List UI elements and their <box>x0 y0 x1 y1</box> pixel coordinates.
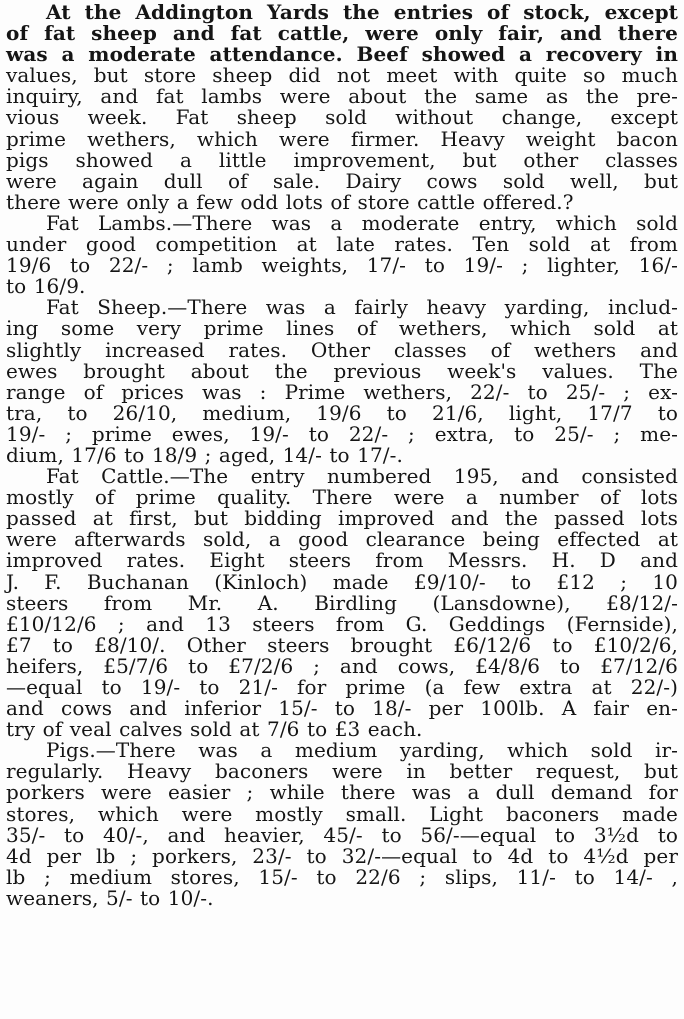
article-line: £7 to £8/10/. Other steers brought £6/12/6 to £10/2/6, <box>6 632 678 657</box>
article-line: pigs showed a little improvement, but other classes <box>6 147 678 172</box>
article-line: prime wethers, which were firmer. Heavy weight bacon <box>6 126 678 151</box>
article-line: —equal to 19/- to 21/- for prime (a few extra at 22/-) <box>6 675 678 699</box>
paragraph-fat-lambs <box>6 210 678 299</box>
paragraph-general <box>6 2 678 213</box>
article-line: 19/- ; prime ewes, 19/- to 22/- ; extra, to 25/- ; me- <box>6 421 678 446</box>
article-line: steers from Mr. A. Birdling (Lansdowne), £8/12/- <box>6 590 678 615</box>
article-line: mostly of prime quality. There were a number of lots <box>6 485 678 510</box>
article-line: values, but store sheep did not meet with quite so much <box>6 63 678 88</box>
article-line: regularly. Heavy baconers were in better request, but <box>6 759 678 784</box>
paragraph-fat-cattle <box>6 466 678 740</box>
article-line: lb ; medium stores, 15/- to 22/6 ; slips, 11/- to 14/- , <box>6 864 678 889</box>
article-line: At the Addington Yards the entries of stock, except <box>46 0 678 24</box>
article-line: was a moderate attendance. Beef showed a recovery in <box>6 42 678 67</box>
article-line: Fat Sheep.—There was a fairly heavy yarding, includ- <box>46 295 678 320</box>
article-line: of fat sheep and fat cattle, were only fair, and there <box>6 21 678 46</box>
article-line: to 16/9. <box>6 274 86 299</box>
paragraph-pigs <box>6 740 678 909</box>
article-line: weaners, 5/- to 10/-. <box>6 885 214 910</box>
article-line: Pigs.—There was a medium yarding, which sold ir- <box>46 738 678 763</box>
article-line: stores, which were mostly small. Light baconers made <box>6 801 678 826</box>
article-line: and cows and inferior 15/- to 18/- per 100lb. A fair en- <box>6 696 678 721</box>
article-line: were afterwards sold, a good clearance being effected at <box>6 527 678 552</box>
article-line: range of prices was : Prime wethers, 22/- to 25/- ; ex- <box>6 379 678 404</box>
article-line: try of veal calves sold at 7/6 to £3 each. <box>6 717 423 742</box>
article-line: Fat Lambs.—There was a moderate entry, which sold <box>46 210 678 235</box>
article-line: ing some very prime lines of wethers, which sold at <box>6 316 678 341</box>
article-line: were again dull of sale. Dairy cows sold well, but <box>6 168 678 193</box>
article-line: under good competition at late rates. Ten sold at from <box>6 232 678 257</box>
article-line: dium, 17/6 to 18/9 ; aged, 14/- to 17/-. <box>6 442 403 467</box>
article-line: passed at first, but bidding improved and the passed lots <box>6 506 678 531</box>
article-line: 19/6 to 22/- ; lamb weights, 17/- to 19/- ; lighter, 16/- <box>6 253 678 278</box>
article-line: ewes brought about the previous week's values. The <box>6 358 678 383</box>
article-line: improved rates. Eight steers from Messrs. H. D and <box>6 548 678 573</box>
article-line: slightly increased rates. Other classes of wethers and <box>6 337 678 362</box>
article-line: inquiry, and fat lambs were about the same as the pre- <box>6 84 678 109</box>
article-line: vious week. Fat sheep sold without change, except <box>6 105 678 130</box>
paragraph-fat-sheep <box>6 297 678 466</box>
article-line: £10/12/6 ; and 13 steers from G. Geddings (Fernside), <box>6 611 678 636</box>
article-line: porkers were easier ; while there was a dull demand for <box>6 780 678 805</box>
article-line: Fat Cattle.—The entry numbered 195, and consisted <box>46 464 678 489</box>
article-line: 35/- to 40/-, and heavier, 45/- to 56/-—equal to 3½d to <box>6 822 678 847</box>
article-line: heifers, £5/7/6 to £7/2/6 ; and cows, £4/8/6 to £7/12/6 <box>6 653 678 678</box>
article-line: tra, to 26/10, medium, 19/6 to 21/6, light, 17/7 to <box>6 400 678 425</box>
article-line: there were only a few odd lots of store cattle offered.? <box>6 189 574 214</box>
article-line: 4d per lb ; porkers, 23/- to 32/-—equal to 4d to 4½d per <box>6 843 678 868</box>
article-line: J. F. Buchanan (Kinloch) made £9/10/- to £12 ; 10 <box>6 569 678 594</box>
